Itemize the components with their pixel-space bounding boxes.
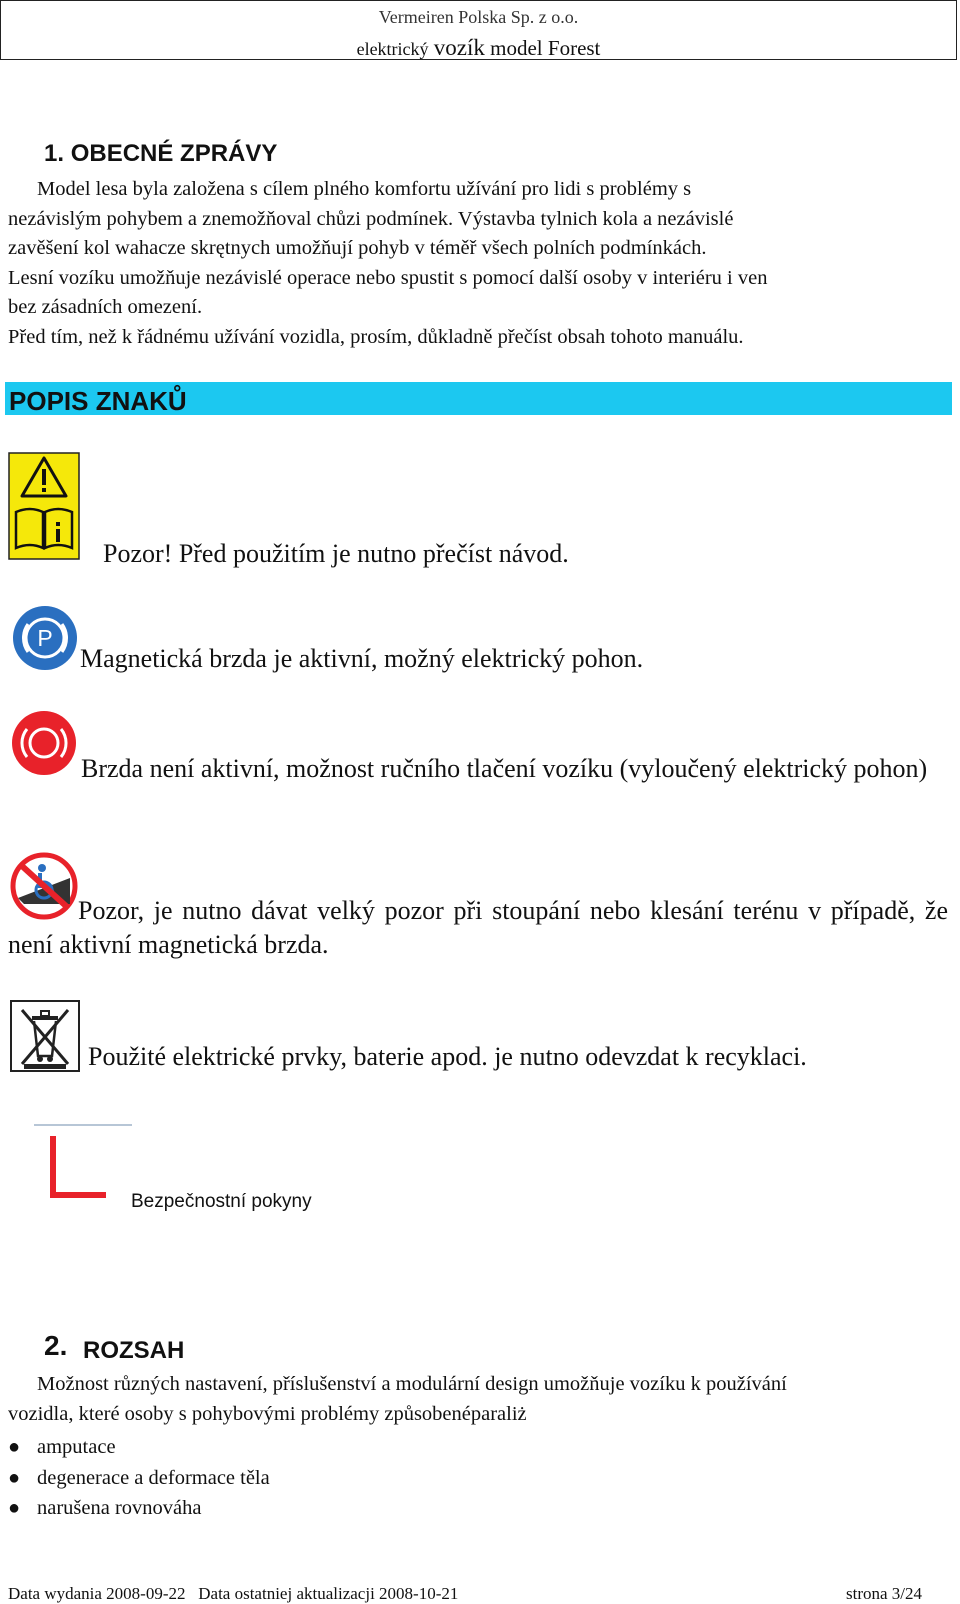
section2-number: 2. <box>44 1330 68 1361</box>
scope-paragraph <box>8 1370 948 1429</box>
symbol-description-text: Brzda není aktivní, možnost ručního tlačení vozíku (vyloučený elektrický pohon) <box>81 754 928 783</box>
symbol-description: Použité elektrické prvky, baterie apod. je nutno odevzdat k recyklaci. <box>88 1042 807 1071</box>
bullet-icon: ● <box>8 1497 21 1519</box>
scope-line: vozidla, které osoby s pohybovými problémy způsobenéparaliż <box>8 1402 527 1425</box>
list-item <box>8 1463 270 1494</box>
list-item-text: narušena rovnováha <box>37 1497 202 1519</box>
scope-list <box>8 1432 270 1524</box>
list-item <box>8 1432 270 1463</box>
scope-line: Možnost různých nastavení, příslušenství a modulární design umožňuje vozíku k používání <box>37 1373 787 1395</box>
section1-title: OBECNÉ ZPRÁVY <box>70 140 278 167</box>
symbol-description <box>8 894 948 962</box>
symbol-description: Pozor! Před použitím je nutno přečíst návod. <box>103 539 569 568</box>
section2-title: ROZSAH <box>83 1337 185 1364</box>
section1-number: 1. <box>44 140 65 167</box>
list-item-text: degenerace a deformace těla <box>37 1466 270 1489</box>
footer-dates: Data wydania 2008-09-22 Data ostatniej aktualizacji 2008-10-21 <box>8 1584 459 1603</box>
list-item <box>8 1493 270 1524</box>
document-header <box>0 0 957 60</box>
product-name-part1: elektrický <box>356 39 429 59</box>
intro-paragraph <box>8 175 943 352</box>
intro-line: Model lesa byla založena s cílem plného komfortu užívání pro lidi s problémy s <box>37 178 692 200</box>
product-name-part3: model Forest <box>490 36 601 60</box>
intro-line: nezávislým pohybem a znemožňoval chůzi podmínek. Výstavba tylnich kola a nezávislé <box>8 207 734 230</box>
safety-instructions-label: Bezpečnostní pokyny <box>131 1191 312 1212</box>
intro-line: Lesní vozíku umožňuje nezávislé operace nebo spustit s pomocí další osoby v interiéru i ven <box>8 266 768 289</box>
symbol-description <box>8 752 948 786</box>
intro-line: bez zásadních omezení. <box>8 296 203 318</box>
bullet-icon: ● <box>8 1466 21 1489</box>
company-name: Vermeiren Polska Sp. z o.o. <box>378 7 579 27</box>
symbol-description: Magnetická brzda je aktivní, možný elektrický pohon. <box>80 644 644 673</box>
product-name <box>1 35 956 61</box>
parking-brake-icon <box>10 604 80 672</box>
section1-heading <box>44 140 277 168</box>
product-name-part2: vozík <box>433 35 485 60</box>
legend-title: POPIS ZNAKŮ <box>9 386 187 416</box>
svg-text:P: P <box>37 625 53 651</box>
list-item-text: amputace <box>37 1436 116 1458</box>
safety-instructions-icon <box>34 1124 134 1204</box>
intro-line: Před tím, než k řádnému užívání vozidla, prosím, důkladně přečíst obsah tohoto manuálu. <box>8 325 744 348</box>
intro-line: zavěšení kol wahacze skrętnych umožňují pohyb v téměř všech polních podmínkách. <box>8 237 707 259</box>
bullet-icon: ● <box>8 1436 21 1458</box>
read-manual-warning-icon <box>8 452 80 560</box>
weee-recycle-icon <box>10 1000 80 1072</box>
symbol-description-text: Pozor, je nutno dávat velký pozor při stoupání nebo klesání terénu v případě, že není aktivní magnetická brzda. <box>8 896 948 959</box>
page-number: strona 3/24 <box>846 1584 923 1603</box>
